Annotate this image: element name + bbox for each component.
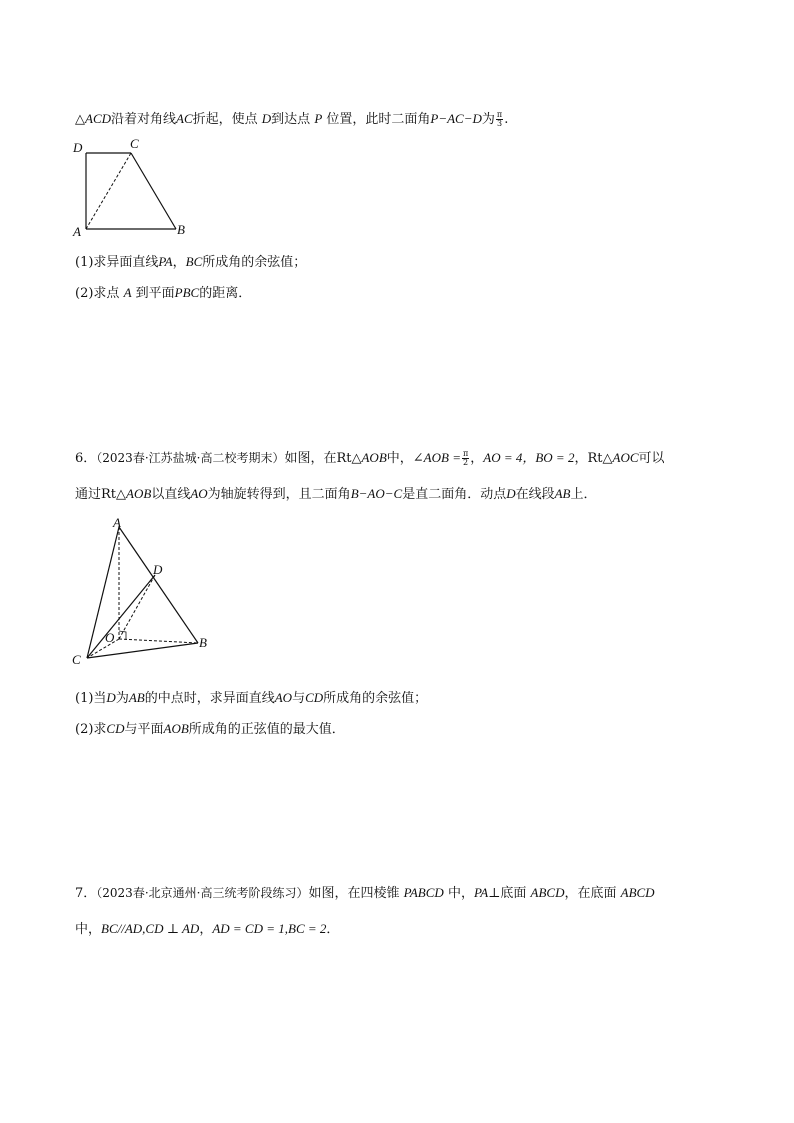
math-aob: AOB — [163, 721, 189, 736]
math-ab: AB — [554, 486, 571, 501]
edge-ob — [119, 639, 198, 643]
math-bc: BC — [185, 254, 203, 269]
text: 所成角的正弦值的最大值． — [188, 722, 345, 737]
label-a: A — [113, 515, 121, 530]
text: 中， — [443, 886, 474, 901]
math-abcd: ABCD — [620, 885, 655, 900]
math-aoc: AOC — [612, 450, 639, 465]
frac-den: 2 — [463, 458, 469, 467]
p5-intro — [75, 108, 508, 128]
label-b: B — [199, 635, 207, 650]
text: ，在底面 — [564, 886, 621, 901]
text: ， — [172, 255, 186, 270]
text: ， — [199, 922, 213, 937]
p5-question-2 — [75, 282, 251, 301]
p6-stem-line-1 — [75, 447, 665, 467]
p7-stem-line-1 — [75, 882, 655, 901]
text: . — [504, 112, 509, 127]
text: 所成角的余弦值； — [323, 691, 428, 706]
math-p: P — [314, 111, 323, 126]
text: Rt△ — [336, 451, 362, 466]
math-ac: AC — [176, 111, 193, 126]
edge-od — [119, 575, 155, 639]
p6-question-2 — [75, 718, 345, 737]
text: 位置，此时二面角 — [322, 112, 431, 127]
text: 如图，在 — [284, 451, 337, 466]
text: 是直二面角．动点 — [402, 487, 507, 502]
label-o: O — [105, 630, 115, 645]
math-lengths: AO = 4，BO = 2 — [483, 450, 575, 465]
math-lengths: AD = CD = 1,BC = 2 — [212, 921, 327, 936]
problem-number: 7． — [75, 886, 97, 901]
math-ao: AO — [190, 486, 208, 501]
math-ao: AO — [274, 690, 293, 705]
text: 与 — [292, 691, 306, 706]
label-b: B — [177, 222, 185, 237]
text: 在线段 — [515, 487, 555, 502]
edge-cb — [131, 153, 176, 229]
text: 沿着对角线 — [111, 112, 177, 127]
math-d: D — [106, 690, 116, 705]
math-aob: AOB — [126, 486, 152, 501]
edge-cb — [87, 643, 198, 658]
math-cd: CD — [106, 721, 125, 736]
label-a: A — [73, 224, 81, 239]
text: 到达点 — [271, 112, 315, 127]
frac-den: 3 — [497, 119, 503, 128]
math-a: A — [123, 285, 132, 300]
text: ， — [470, 451, 484, 466]
text: 中， — [75, 922, 102, 937]
problem-number: 6． — [75, 451, 97, 466]
text: ， — [574, 451, 588, 466]
text: 可以 — [638, 451, 665, 466]
math-pabcd: PABCD — [403, 885, 444, 900]
math-ab: AB — [128, 690, 145, 705]
math-pbc: PBC — [174, 285, 200, 300]
text: 为 — [481, 112, 495, 127]
text: (1)求异面直线 — [75, 255, 159, 270]
problem-source: （2023春·北京通州·高三统考阶段练习） — [96, 886, 309, 900]
math-dihedral: P−AC−D — [430, 111, 482, 126]
text: 为 — [115, 691, 129, 706]
text: 所成角的余弦值； — [202, 255, 307, 270]
figure-tetrahedron — [65, 510, 225, 670]
p6-stem-line-2 — [75, 483, 597, 502]
label-c: C — [130, 136, 139, 151]
text: 如图，在四棱锥 — [308, 886, 404, 901]
label-d: D — [153, 562, 163, 577]
text: (1)当 — [75, 691, 107, 706]
text: ⊥底面 — [488, 886, 531, 901]
math-abcd: ABCD — [530, 885, 565, 900]
math-cd: CD — [305, 690, 324, 705]
math-angle-aob: ∠AOB = — [412, 450, 461, 465]
text: Rt△ — [101, 487, 127, 502]
text: 的距离． — [199, 286, 252, 301]
fraction-pi-3 — [496, 111, 503, 128]
math-pa: PA — [158, 254, 173, 269]
triangle-symbol: △ — [75, 112, 85, 127]
math-dihedral: B−AO−C — [350, 486, 403, 501]
fraction-pi-2 — [462, 450, 469, 467]
text: 上． — [570, 487, 597, 502]
math-d: D — [506, 486, 516, 501]
figure-trapezoid — [70, 136, 190, 239]
math-acd: ACD — [85, 111, 111, 126]
text: Rt△ — [587, 451, 613, 466]
p7-stem-line-2 — [75, 918, 339, 937]
math-d: D — [261, 111, 272, 126]
frac-num: π — [496, 110, 503, 119]
text: 以直线 — [151, 487, 191, 502]
label-d: D — [73, 140, 83, 155]
frac-num: π — [462, 449, 469, 458]
math-aob: AOB — [361, 450, 387, 465]
math-pa: PA — [473, 885, 489, 900]
text: 的中点时，求异面直线 — [144, 691, 275, 706]
problem-source: （2023春·江苏盐城·高二校考期末） — [96, 451, 285, 465]
edge-ab — [119, 527, 198, 643]
label-c: C — [72, 652, 81, 667]
text: (2)求点 — [75, 286, 124, 301]
p6-question-1 — [75, 687, 427, 706]
text: 到平面 — [131, 286, 175, 301]
text: 与平面 — [124, 722, 164, 737]
p5-question-1 — [75, 251, 306, 270]
text: ． — [326, 922, 340, 937]
text: 为轴旋转得到，且二面角 — [207, 487, 351, 502]
text: 中， — [386, 451, 413, 466]
diagonal-ac — [86, 153, 131, 229]
text: 折起，使点 — [192, 112, 262, 127]
text: (2)求 — [75, 722, 107, 737]
math-conditions: BC//AD,CD ⊥ AD — [101, 921, 200, 936]
text: 通过 — [75, 487, 102, 502]
